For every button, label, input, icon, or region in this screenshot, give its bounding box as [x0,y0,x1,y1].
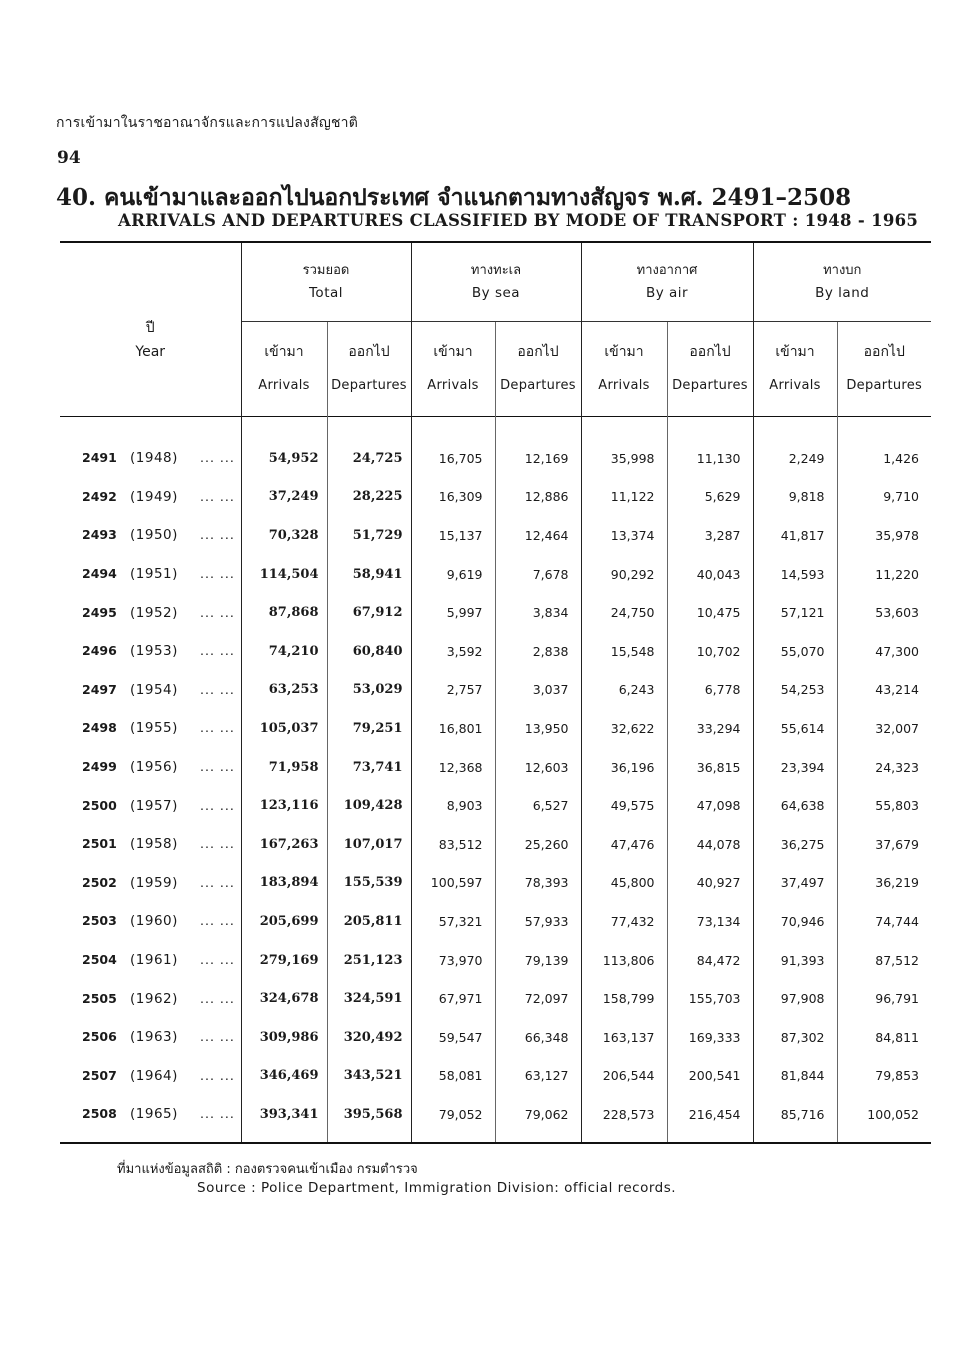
leader-dots: ... ... [200,681,235,697]
year-be: 2494 [82,566,117,582]
table-row [60,825,931,864]
group-total-english: Total [308,285,344,301]
sea-departures-cell: 12,603 [495,748,581,787]
subheader-land-departures [837,322,931,417]
table-row [60,516,931,555]
leader-dots: ... ... [200,952,235,968]
subheader-total-arrivals [241,322,327,417]
year-ce: (1953) [130,643,178,660]
leader-dots: ... ... [200,488,235,504]
year-cell [60,709,241,748]
year-cell [60,864,241,903]
total-arrivals-cell: 167,263 [241,825,327,864]
total-arrivals-cell: 70,328 [241,516,327,555]
sea-departures-cell: 79,062 [495,1095,581,1134]
departures-thai: ออกไป [863,344,905,360]
land-arrivals-cell: 70,946 [753,902,837,941]
total-departures-cell: 51,729 [327,516,411,555]
data-table-container [60,241,931,1144]
subheader-air-departures [667,322,753,417]
total-arrivals-cell: 279,169 [241,941,327,980]
table-row [60,632,931,671]
air-departures-cell: 73,134 [667,902,753,941]
sea-arrivals-cell: 3,592 [411,632,495,671]
land-arrivals-cell: 81,844 [753,1057,837,1096]
departures-english: Departures [500,378,576,393]
sea-arrivals-cell: 67,971 [411,979,495,1018]
year-ce: (1961) [130,952,178,969]
air-departures-cell: 216,454 [667,1095,753,1134]
land-departures-cell: 79,853 [837,1057,931,1096]
running-head: การเข้ามาในราชอาณาจักรและการแปลงสัญชาติ [56,115,359,131]
year-cell [60,979,241,1018]
total-departures-cell: 107,017 [327,825,411,864]
table-row [60,786,931,825]
air-arrivals-cell: 90,292 [581,555,667,594]
sea-arrivals-cell: 16,309 [411,478,495,517]
leader-dots: ... ... [200,836,235,852]
total-departures-cell: 67,912 [327,593,411,632]
year-cell [60,478,241,517]
leader-dots: ... ... [200,604,235,620]
sea-departures-cell: 57,933 [495,902,581,941]
total-arrivals-cell: 393,341 [241,1095,327,1134]
air-departures-cell: 40,043 [667,555,753,594]
subheader-total-departures [327,322,411,417]
sea-departures-cell: 3,834 [495,593,581,632]
total-departures-cell: 343,521 [327,1057,411,1096]
total-departures-cell: 155,539 [327,864,411,903]
group-header-sea [411,243,581,322]
air-arrivals-cell: 206,544 [581,1057,667,1096]
sea-arrivals-cell: 5,997 [411,593,495,632]
air-arrivals-cell: 24,750 [581,593,667,632]
year-be: 2496 [82,643,117,659]
departures-thai: ออกไป [689,344,731,360]
departures-thai: ออกไป [517,344,559,360]
table-body [60,439,931,1143]
year-ce: (1962) [130,990,178,1007]
year-cell [60,1018,241,1057]
year-header-thai: ปี [145,319,155,336]
year-cell [60,593,241,632]
year-ce: (1952) [130,604,178,621]
year-ce: (1957) [130,797,178,814]
table-row [60,671,931,710]
sea-departures-cell: 63,127 [495,1057,581,1096]
land-arrivals-cell: 55,070 [753,632,837,671]
leader-dots: ... ... [200,1067,235,1083]
departures-english: Departures [331,378,407,393]
year-column-header [60,243,241,417]
land-departures-cell: 35,978 [837,516,931,555]
table-row [60,979,931,1018]
group-air-english: By air [645,285,689,301]
total-departures-cell: 324,591 [327,979,411,1018]
sea-arrivals-cell: 12,368 [411,748,495,787]
sea-departures-cell: 12,886 [495,478,581,517]
land-arrivals-cell: 41,817 [753,516,837,555]
table-row [60,593,931,632]
year-be: 2500 [82,797,117,813]
subheader-sea-arrivals [411,322,495,417]
air-departures-cell: 155,703 [667,979,753,1018]
air-arrivals-cell: 77,432 [581,902,667,941]
table-row [60,1057,931,1096]
leader-dots: ... ... [200,1106,235,1122]
year-header-english: Year [135,343,166,360]
air-departures-cell: 11,130 [667,439,753,478]
sea-departures-cell: 3,037 [495,671,581,710]
arrivals-english: Arrivals [427,378,479,393]
subheader-sea-departures [495,322,581,417]
year-cell [60,941,241,980]
group-header-total [241,243,411,322]
year-be: 2506 [82,1029,117,1045]
table-row [60,941,931,980]
land-arrivals-cell: 2,249 [753,439,837,478]
leader-dots: ... ... [200,566,235,582]
total-departures-cell: 28,225 [327,478,411,517]
land-arrivals-cell: 55,614 [753,709,837,748]
arrivals-thai: เข้ามา [604,344,644,360]
land-arrivals-cell: 54,253 [753,671,837,710]
air-arrivals-cell: 6,243 [581,671,667,710]
year-be: 2499 [82,759,117,775]
total-departures-cell: 109,428 [327,786,411,825]
land-arrivals-cell: 9,818 [753,478,837,517]
land-departures-cell: 87,512 [837,941,931,980]
land-departures-cell: 96,791 [837,979,931,1018]
departures-english: Departures [846,378,923,393]
year-cell [60,786,241,825]
sea-arrivals-cell: 59,547 [411,1018,495,1057]
air-departures-cell: 47,098 [667,786,753,825]
group-sea-thai: ทางทะเล [470,263,522,278]
table-row [60,555,931,594]
air-arrivals-cell: 47,476 [581,825,667,864]
sea-arrivals-cell: 57,321 [411,902,495,941]
land-arrivals-cell: 36,275 [753,825,837,864]
air-arrivals-cell: 163,137 [581,1018,667,1057]
sea-departures-cell: 72,097 [495,979,581,1018]
air-departures-cell: 36,815 [667,748,753,787]
land-departures-cell: 24,323 [837,748,931,787]
air-departures-cell: 169,333 [667,1018,753,1057]
sea-departures-cell: 12,464 [495,516,581,555]
land-departures-cell: 36,219 [837,864,931,903]
total-arrivals-cell: 71,958 [241,748,327,787]
year-ce: (1956) [130,759,178,776]
leader-dots: ... ... [200,643,235,659]
leader-dots: ... ... [200,990,235,1006]
land-arrivals-cell: 85,716 [753,1095,837,1134]
land-arrivals-cell: 97,908 [753,979,837,1018]
table-header [60,242,931,439]
land-departures-cell: 47,300 [837,632,931,671]
sea-departures-cell: 7,678 [495,555,581,594]
year-ce: (1965) [130,1106,178,1123]
year-be: 2495 [82,604,117,620]
land-arrivals-cell: 14,593 [753,555,837,594]
sea-departures-cell: 78,393 [495,864,581,903]
year-be: 2503 [82,913,117,929]
total-departures-cell: 320,492 [327,1018,411,1057]
table-row [60,439,931,478]
total-departures-cell: 251,123 [327,941,411,980]
land-departures-cell: 84,811 [837,1018,931,1057]
sea-arrivals-cell: 83,512 [411,825,495,864]
total-arrivals-cell: 324,678 [241,979,327,1018]
year-ce: (1949) [130,488,178,505]
sea-departures-cell: 13,950 [495,709,581,748]
table-row [60,1018,931,1057]
air-arrivals-cell: 45,800 [581,864,667,903]
year-ce: (1959) [130,874,178,891]
air-arrivals-cell: 35,998 [581,439,667,478]
total-arrivals-cell: 63,253 [241,671,327,710]
total-arrivals-cell: 54,952 [241,439,327,478]
air-departures-cell: 44,078 [667,825,753,864]
sea-arrivals-cell: 16,705 [411,439,495,478]
land-departures-cell: 1,426 [837,439,931,478]
land-departures-cell: 11,220 [837,555,931,594]
air-departures-cell: 33,294 [667,709,753,748]
arrivals-english: Arrivals [598,378,650,393]
table-row [60,902,931,941]
air-departures-cell: 6,778 [667,671,753,710]
total-departures-cell: 73,741 [327,748,411,787]
departures-thai: ออกไป [348,344,390,360]
year-ce: (1955) [130,720,178,737]
year-ce: (1958) [130,836,178,853]
sea-departures-cell: 25,260 [495,825,581,864]
year-be: 2505 [82,990,117,1006]
air-arrivals-cell: 32,622 [581,709,667,748]
land-departures-cell: 9,710 [837,478,931,517]
sea-arrivals-cell: 9,619 [411,555,495,594]
year-ce: (1950) [130,527,178,544]
year-cell [60,825,241,864]
total-arrivals-cell: 114,504 [241,555,327,594]
land-departures-cell: 74,744 [837,902,931,941]
table-number: 40. [56,184,97,211]
year-be: 2504 [82,952,117,968]
year-cell [60,748,241,787]
year-ce: (1964) [130,1067,178,1084]
total-departures-cell: 205,811 [327,902,411,941]
land-arrivals-cell: 64,638 [753,786,837,825]
total-arrivals-cell: 346,469 [241,1057,327,1096]
sea-arrivals-cell: 73,970 [411,941,495,980]
land-departures-cell: 53,603 [837,593,931,632]
year-cell [60,516,241,555]
total-arrivals-cell: 105,037 [241,709,327,748]
sea-arrivals-cell: 58,081 [411,1057,495,1096]
air-arrivals-cell: 15,548 [581,632,667,671]
year-ce: (1951) [130,566,178,583]
year-ce: (1963) [130,1029,178,1046]
year-be: 2491 [82,450,117,466]
group-total-thai: รวมยอด [302,263,350,278]
table-row [60,478,931,517]
leader-dots: ... ... [200,913,235,929]
year-cell [60,439,241,478]
arrivals-english: Arrivals [258,378,310,393]
air-arrivals-cell: 228,573 [581,1095,667,1134]
sea-departures-cell: 66,348 [495,1018,581,1057]
sea-departures-cell: 6,527 [495,786,581,825]
table-row [60,748,931,787]
air-departures-cell: 5,629 [667,478,753,517]
year-cell [60,1095,241,1134]
total-departures-cell: 395,568 [327,1095,411,1134]
table-row [60,709,931,748]
leader-dots: ... ... [200,759,235,775]
year-be: 2501 [82,836,117,852]
land-arrivals-cell: 87,302 [753,1018,837,1057]
sea-arrivals-cell: 79,052 [411,1095,495,1134]
air-departures-cell: 200,541 [667,1057,753,1096]
leader-dots: ... ... [200,1029,235,1045]
year-be: 2507 [82,1067,117,1083]
air-arrivals-cell: 49,575 [581,786,667,825]
land-arrivals-cell: 91,393 [753,941,837,980]
land-arrivals-cell: 57,121 [753,593,837,632]
total-departures-cell: 60,840 [327,632,411,671]
sea-departures-cell: 2,838 [495,632,581,671]
year-cell [60,1057,241,1096]
total-arrivals-cell: 37,249 [241,478,327,517]
table-title-thai-text: คนเข้ามาและออกไปนอกประเทศ จำแนกตามทางสัญจร พ.ศ. 2491–2508 [104,184,852,211]
total-departures-cell: 53,029 [327,671,411,710]
air-arrivals-cell: 13,374 [581,516,667,555]
land-departures-cell: 32,007 [837,709,931,748]
year-cell [60,671,241,710]
total-arrivals-cell: 74,210 [241,632,327,671]
year-ce: (1948) [130,450,178,467]
year-cell [60,555,241,594]
sea-arrivals-cell: 100,597 [411,864,495,903]
year-ce: (1954) [130,681,178,698]
land-departures-cell: 55,803 [837,786,931,825]
year-cell [60,632,241,671]
total-arrivals-cell: 309,986 [241,1018,327,1057]
total-departures-cell: 79,251 [327,709,411,748]
arrivals-english: Arrivals [769,378,821,393]
table-row [60,864,931,903]
year-be: 2498 [82,720,117,736]
table-title-english: ARRIVALS AND DEPARTURES CLASSIFIED BY MODE OF TRANSPORT : 1948 - 1965 [118,211,919,230]
year-ce: (1960) [130,913,178,930]
air-departures-cell: 10,702 [667,632,753,671]
leader-dots: ... ... [200,450,235,466]
air-arrivals-cell: 11,122 [581,478,667,517]
total-departures-cell: 58,941 [327,555,411,594]
sea-departures-cell: 79,139 [495,941,581,980]
year-be: 2502 [82,874,117,890]
data-table [60,241,931,1144]
air-arrivals-cell: 36,196 [581,748,667,787]
source-note-english: Source : Police Department, Immigration Division: official records. [197,1180,677,1196]
group-sea-english: By sea [471,285,521,301]
air-departures-cell: 10,475 [667,593,753,632]
sea-arrivals-cell: 2,757 [411,671,495,710]
departures-english: Departures [672,378,748,393]
total-arrivals-cell: 205,699 [241,902,327,941]
leader-dots: ... ... [200,797,235,813]
group-air-thai: ทางอากาศ [636,263,698,278]
year-cell [60,902,241,941]
leader-dots: ... ... [200,874,235,890]
total-arrivals-cell: 183,894 [241,864,327,903]
leader-dots: ... ... [200,527,235,543]
page-number: 94 [57,148,81,168]
group-land-thai: ทางบก [823,263,862,278]
sea-arrivals-cell: 16,801 [411,709,495,748]
arrivals-thai: เข้ามา [264,344,304,360]
air-departures-cell: 3,287 [667,516,753,555]
leader-dots: ... ... [200,720,235,736]
arrivals-thai: เข้ามา [775,344,815,360]
sea-arrivals-cell: 15,137 [411,516,495,555]
land-arrivals-cell: 37,497 [753,864,837,903]
group-header-air [581,243,753,322]
total-arrivals-cell: 87,868 [241,593,327,632]
total-arrivals-cell: 123,116 [241,786,327,825]
subheader-air-arrivals [581,322,667,417]
total-departures-cell: 24,725 [327,439,411,478]
table-row [60,1095,931,1134]
year-be: 2493 [82,527,117,543]
year-be: 2497 [82,681,117,697]
land-departures-cell: 43,214 [837,671,931,710]
land-departures-cell: 100,052 [837,1095,931,1134]
group-header-land [753,243,931,322]
group-land-english: By land [815,285,870,301]
sea-departures-cell: 12,169 [495,439,581,478]
air-arrivals-cell: 113,806 [581,941,667,980]
subheader-land-arrivals [753,322,837,417]
air-departures-cell: 84,472 [667,941,753,980]
arrivals-thai: เข้ามา [433,344,473,360]
air-arrivals-cell: 158,799 [581,979,667,1018]
land-arrivals-cell: 23,394 [753,748,837,787]
table-bottom-rule [60,1134,931,1143]
year-be: 2508 [82,1106,117,1122]
air-departures-cell: 40,927 [667,864,753,903]
sea-arrivals-cell: 8,903 [411,786,495,825]
land-departures-cell: 37,679 [837,825,931,864]
year-be: 2492 [82,488,117,504]
source-note-thai: ที่มาแห่งข้อมูลสถิติ : กองตรวจคนเข้าเมือง กรมตำรวจ [117,1162,418,1177]
